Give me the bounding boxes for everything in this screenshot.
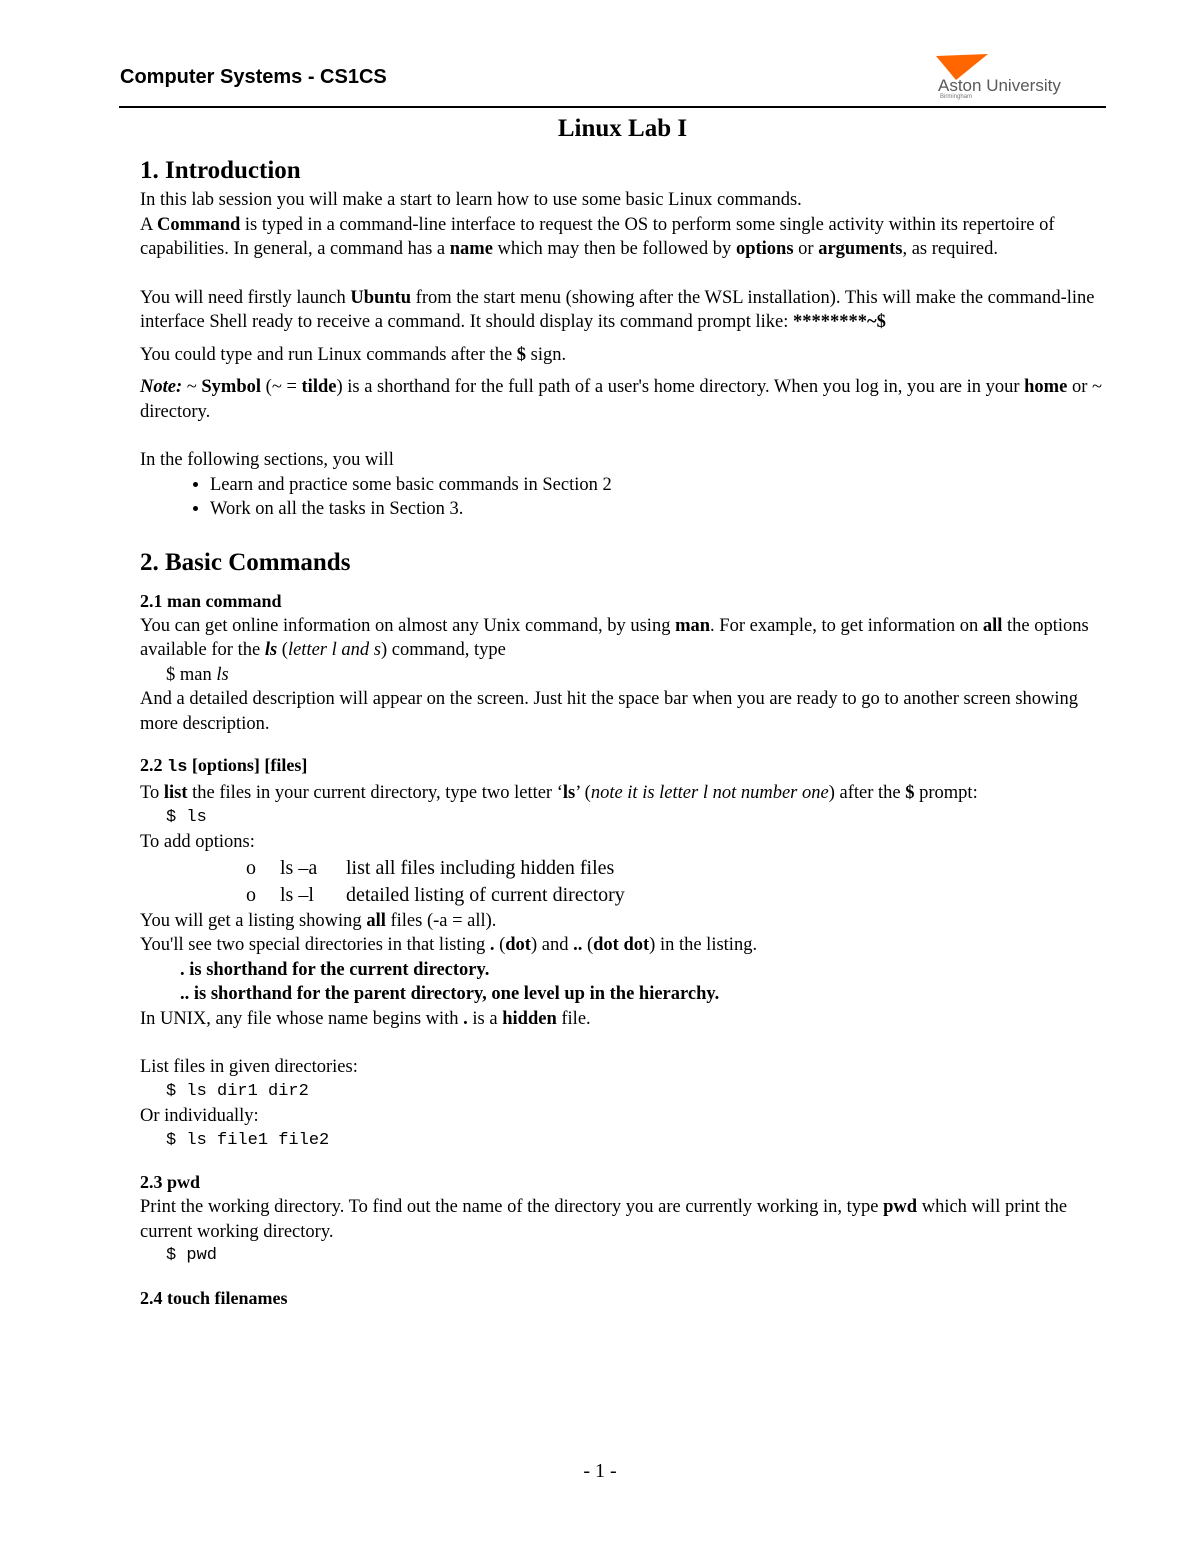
ls-command-example: $ ls (166, 807, 207, 827)
ls-dirs-example: $ ls dir1 dir2 (166, 1081, 309, 1101)
man-command-example: $ man ls (166, 664, 229, 685)
intro-paragraph-3: You will need firstly launch Ubuntu from the start menu (showing after the WSL installation). This will make the command-line interface Shell ready to receive a command. It should display its command prompt like: ********~$ (140, 287, 1095, 332)
intro-paragraph-2: A Command is typed in a command-line interface to request the OS to perform some single activity within its repertoire of capabilities. In general, a command has a name which may then be followed by options or arguments, as required. (140, 214, 1055, 259)
document-body (140, 112, 1105, 1311)
man-paragraph: You can get online information on almost any Unix command, by using man. For example, to get information on all the options available for the ls (letter l and s) command, type (140, 615, 1089, 660)
subsection-man-heading: 2.1 man command (140, 590, 282, 611)
ls-files-example: $ ls file1 file2 (166, 1130, 330, 1150)
section-introduction-heading: 1. Introduction (140, 157, 301, 184)
header-rule (119, 106, 1106, 108)
ls-paragraph: To list the files in your current directory, type two letter ‘ls’ (note it is letter l not number one) after the $ prompt: (140, 783, 978, 803)
dot-shorthand: . is shorthand for the current directory. (180, 959, 490, 980)
intro-following: In the following sections, you will (140, 450, 394, 470)
ls-option-l: o ls –l detailed listing of current directory (246, 883, 625, 906)
list-item: • Learn and practice some basic commands in Section 2 (210, 473, 1105, 498)
ls-listing-all: You will get a listing showing all files (-a = all). (140, 910, 497, 931)
ls-add-options: To add options: (140, 832, 255, 852)
ls-option-a: o ls –a list all files including hidden files (246, 856, 615, 879)
course-title: Computer Systems - CS1CS (120, 66, 387, 88)
university-logo (936, 54, 1072, 104)
intro-note: Note: ~ Symbol (~ = tilde) is a shorthand for the full path of a user's home directory. When you log in, you are in your home or ~ directory. (140, 377, 1102, 422)
list-item: • Work on all the tasks in Section 3. (210, 497, 1105, 522)
subsection-ls-heading: 2.2 ls [options] [files] (140, 755, 308, 777)
logo-subtext: Birmingham (940, 94, 973, 100)
hidden-file-note: In UNIX, any file whose name begins with . is a hidden file. (140, 1008, 591, 1029)
subsection-pwd-heading: 2.3 pwd (140, 1172, 201, 1192)
intro-paragraph-4: You could type and run Linux commands after the $ sign. (140, 344, 567, 365)
intro-bullet-list (140, 473, 1105, 522)
logo-text: Aston University (938, 76, 1061, 95)
dotdot-shorthand: .. is shorthand for the parent directory, one level up in the hierarchy. (180, 984, 720, 1004)
ls-special-dirs: You'll see two special directories in that listing . (dot) and .. (dot dot) in the listing. (140, 935, 758, 955)
section-basic-commands-heading: 2. Basic Commands (140, 548, 351, 576)
subsection-touch-heading: 2.4 touch filenames (140, 1287, 288, 1308)
man-description: And a detailed description will appear on the screen. Just hit the space bar when you are ready to go to another screen showing more description. (140, 689, 1079, 734)
intro-paragraph-1: In this lab session you will make a start to learn how to use some basic Linux commands. (140, 190, 802, 210)
document-title: Linux Lab I (557, 115, 688, 142)
or-individually: Or individually: (140, 1106, 259, 1126)
list-given-dirs: List files in given directories: (140, 1057, 358, 1077)
pwd-paragraph: Print the working directory. To find out the name of the directory you are currently working in, type pwd which will print the current working directory. (140, 1197, 1068, 1242)
page-number: - 1 - (583, 1460, 617, 1482)
pwd-command-example: $ pwd (166, 1246, 218, 1265)
